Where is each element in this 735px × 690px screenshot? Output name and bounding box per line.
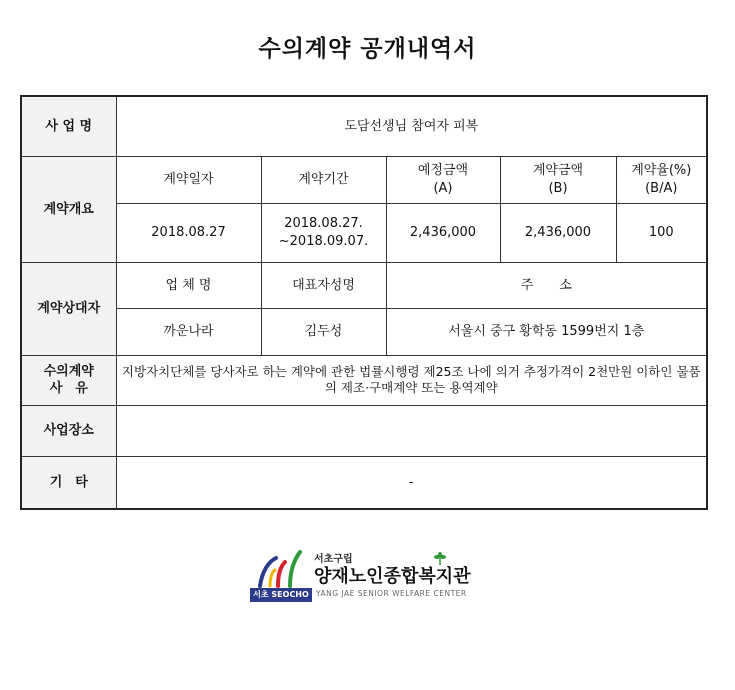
contract-values-row [21,203,707,262]
site-label: 사업장소 [21,406,116,457]
logo-organization-name: 양재노인종합복지관 [314,566,471,587]
address-value: 서울시 중구 황학동 1599번지 1층 [386,309,707,356]
etc-label: 기 타 [21,456,116,509]
site-row [21,406,707,457]
business-name-value: 도담선생님 참여자 피복 [116,96,707,157]
counterparty-header-row [21,262,707,309]
contract-amount-header-text: 계약금액 [532,163,584,179]
site-value [116,406,707,457]
counterparty-values-row [21,309,707,356]
organization-logo [250,548,490,604]
document-title: 수의계약 공개내역서 [258,36,477,62]
representative-header: 대표자성명 [261,262,386,309]
estimated-amount-header-text: 예정금액 [417,163,469,179]
logo-district: 서초구립 [314,554,353,565]
reason-label-line2: 사 유 [49,381,88,397]
company-value: 까운나라 [116,309,261,356]
reason-label [21,355,116,406]
contract-date-value: 2018.08.27 [116,203,261,262]
contract-ratio-header-sub: (B/A) [645,181,678,197]
contract-period-value [261,203,386,262]
address-header: 주 소 [386,262,707,309]
reason-label-line1: 수의계약 [43,363,94,379]
contract-amount-header-sub: (B) [548,181,568,197]
contract-period-end: ~2018.09.07. [278,233,369,249]
logo-mark-icon [256,550,306,588]
reason-text: 지방자치단체를 당사자로 하는 계약에 관한 법률시행령 제25조 나에 의거 추정가격이 2천만원 이하인 물품의 제조·구매계약 또는 용역계약 [116,355,707,406]
contract-ratio-value: 100 [616,203,707,262]
disclosure-table [20,95,708,510]
contract-amount-value: 2,436,000 [500,203,616,262]
contract-ratio-header-text: 계약율(%) [631,163,692,179]
logo-english-name: YANG JAE SENIOR WELFARE CENTER [316,589,467,598]
logo-badge: 서초 SEOCHO [250,588,312,602]
company-header: 업 체 명 [116,262,261,309]
reason-row [21,355,707,406]
estimated-amount-header [386,157,500,204]
contract-period-start: 2018.08.27. [284,216,363,232]
etc-row [21,456,707,509]
estimated-amount-value: 2,436,000 [386,203,500,262]
contract-overview-label: 계약개요 [21,157,116,262]
representative-value: 김두성 [261,309,386,356]
contract-header-row [21,157,707,204]
estimated-amount-header-sub: (A) [433,181,453,197]
business-name-row [21,96,707,157]
counterparty-label: 계약상대자 [21,262,116,355]
business-name-label: 사 업 명 [21,96,116,157]
contract-date-header: 계약일자 [116,157,261,204]
contract-ratio-header [616,157,707,204]
etc-value: - [116,456,707,509]
contract-period-header: 계약기간 [261,157,386,204]
contract-amount-header [500,157,616,204]
